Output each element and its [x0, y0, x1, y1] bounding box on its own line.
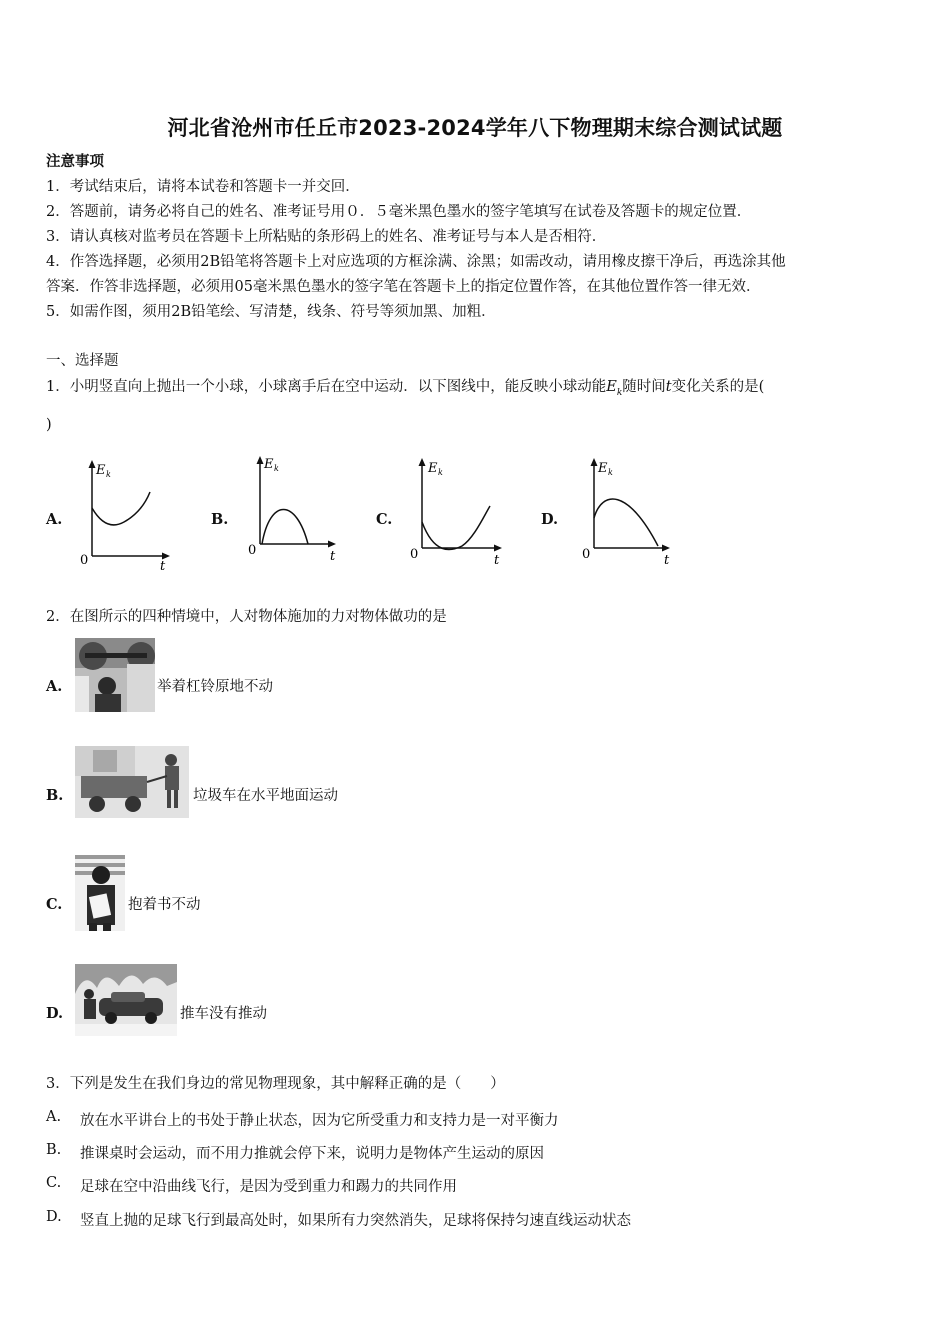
q2-option-d-text: 推车没有推动: [180, 1006, 267, 1022]
notice-item: 2．答题前，请务必将自己的姓名、准考证号用０．５毫米黑色墨水的签字笔填写在试卷及答题卡的规定位置．: [46, 204, 752, 220]
q2-option-a-label[interactable]: A.: [46, 678, 63, 695]
q1-option-b-graph[interactable]: [244, 448, 344, 564]
q2-option-b-text: 垃圾车在水平地面运动: [193, 788, 338, 804]
q2-option-d-photo[interactable]: [75, 964, 177, 1036]
y-axis-arrow: [257, 456, 264, 464]
y-axis-arrow: [89, 460, 96, 468]
origin-label: 0: [80, 553, 89, 568]
q2-option-c-label[interactable]: C.: [46, 896, 63, 913]
q3-option-d-label[interactable]: D.: [46, 1209, 62, 1225]
notice-item: 5．如需作图，须用2B铅笔绘、写清楚，线条、符号等须加黑、加粗．: [46, 304, 496, 320]
q2-option-d-label[interactable]: D.: [46, 1005, 64, 1022]
q1-option-c-label[interactable]: C.: [376, 511, 393, 528]
q1-option-d-label[interactable]: D.: [541, 511, 559, 528]
y-axis-label: E: [598, 461, 608, 476]
x-axis-label: t: [160, 559, 166, 574]
x-axis-label: t: [494, 553, 500, 568]
q1-option-d-graph[interactable]: [578, 450, 678, 570]
q2-option-b-label[interactable]: B.: [46, 787, 64, 804]
question-1-stem-close: ): [46, 417, 52, 433]
notice-heading: 注意事项: [46, 153, 104, 170]
origin-label: 0: [248, 543, 257, 558]
q3-option-b-text: 推课桌时会运动，而不用力推就会停下来，说明力是物体产生运动的原因: [80, 1146, 544, 1162]
x-axis-arrow: [328, 541, 336, 548]
q3-option-c-text: 足球在空中沿曲线飞行，是因为受到重力和踢力的共同作用: [80, 1179, 457, 1195]
q2-option-a-photo[interactable]: [75, 638, 155, 712]
ek-curve: [422, 506, 490, 550]
q3-option-a-text: 放在水平讲台上的书处于静止状态，因为它所受重力和支持力是一对平衡力: [80, 1113, 559, 1129]
x-axis-label: t: [664, 553, 670, 568]
page-title: 河北省沧州市任丘市2023-2024学年八下物理期末综合测试试题: [167, 116, 783, 140]
notice-item: 答案．作答非选择题，必须用05毫米黑色墨水的签字笔在答题卡上的指定位置作答，在其他位置作答一律无效．: [46, 279, 761, 295]
q1-option-c-graph[interactable]: [406, 450, 510, 570]
ek-curve: [92, 492, 150, 525]
q3-option-c-label[interactable]: C.: [46, 1175, 62, 1191]
x-axis-arrow: [662, 545, 670, 552]
notice-item: 4．作答选择题，必须用2B铅笔将答题卡上对应选项的方框涂满、涂黑；如需改动，请用橡皮擦干净后，再选涂其他: [46, 254, 786, 270]
y-axis-label-sub: k: [106, 470, 111, 479]
q3-option-d-text: 竖直上抛的足球飞行到最高处时，如果所有力突然消失，足球将保持匀速直线运动状态: [80, 1213, 631, 1229]
question-2-stem: 2．在图所示的四种情境中，人对物体施加的力对物体做功的是: [46, 609, 447, 625]
y-axis-arrow: [419, 458, 426, 466]
notice-item: 3．请认真核对监考员在答题卡上所粘贴的条形码上的姓名、准考证号与本人是否相符．: [46, 229, 607, 245]
y-axis-label: E: [428, 461, 438, 476]
y-axis-label-sub: k: [274, 464, 279, 473]
q3-option-b-label[interactable]: B.: [46, 1142, 62, 1158]
q3-option-a-label[interactable]: A.: [46, 1109, 62, 1125]
q1-option-a-graph[interactable]: [76, 452, 176, 574]
q2-option-a-text: 举着杠铃原地不动: [157, 679, 273, 695]
y-axis-label: E: [96, 463, 106, 478]
ek-curve: [594, 499, 658, 546]
question-3-stem: 3．下列是发生在我们身边的常见物理现象，其中解释正确的是（ ）: [46, 1076, 505, 1092]
x-axis-arrow: [494, 545, 502, 552]
x-axis-label: t: [330, 549, 336, 564]
notice-item: 1．考试结束后，请将本试卷和答题卡一并交回．: [46, 179, 360, 195]
y-axis-arrow: [591, 458, 598, 466]
ek-curve: [262, 510, 308, 545]
q1-option-a-label[interactable]: A.: [46, 511, 63, 528]
q2-option-c-photo[interactable]: [75, 855, 125, 931]
origin-label: 0: [582, 547, 591, 562]
y-axis-label-sub: k: [438, 468, 443, 477]
section-heading: 一、选择题: [46, 353, 119, 369]
y-axis-label: E: [264, 457, 274, 472]
q2-option-c-text: 抱着书不动: [128, 897, 201, 913]
origin-label: 0: [410, 547, 419, 562]
y-axis-label-sub: k: [608, 468, 613, 477]
q2-option-b-photo[interactable]: [75, 746, 189, 818]
q1-option-b-label[interactable]: B.: [211, 511, 229, 528]
question-1-stem: 1．小明竖直向上抛出一个小球，小球离手后在空中运动．以下图线中，能反映小球动能$E_k$随时间t变化关系的是(: [46, 379, 765, 398]
